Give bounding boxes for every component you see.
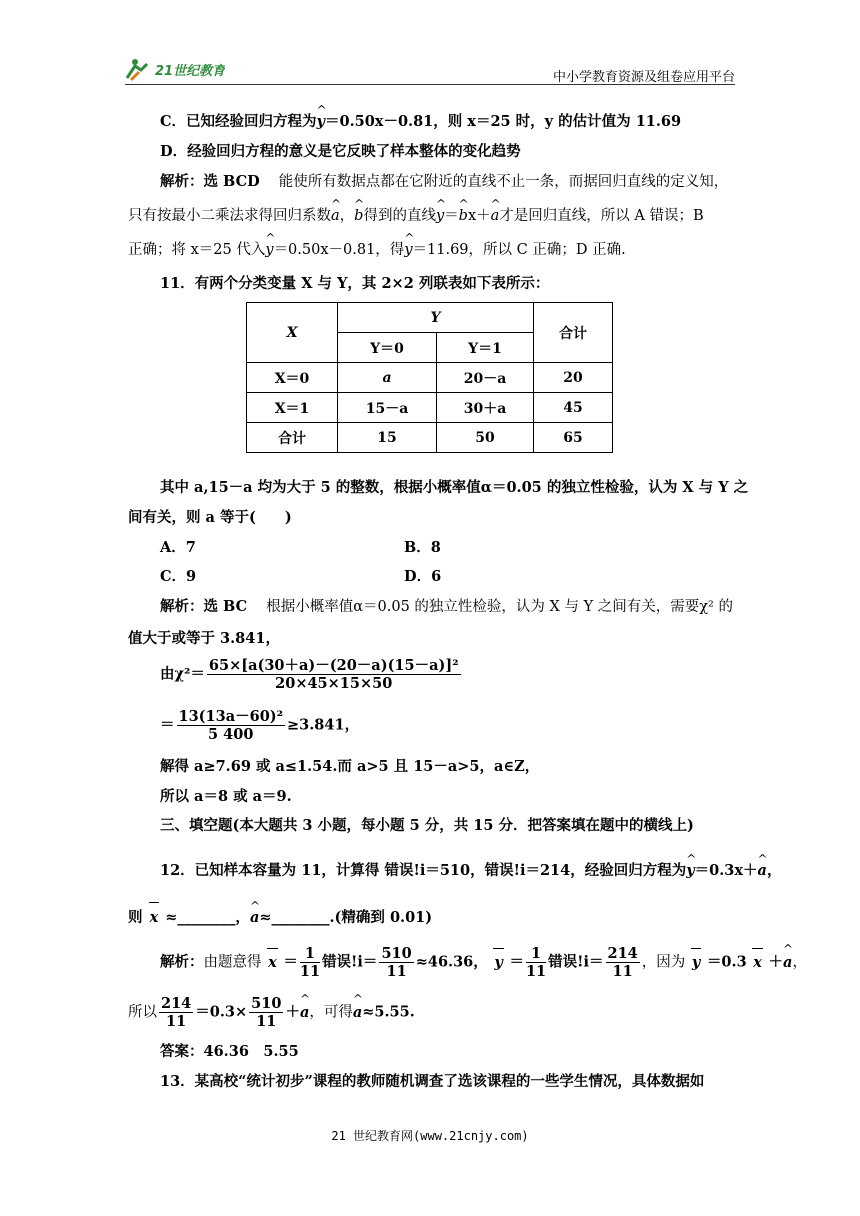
chi-square-formula: 由χ²＝ $\frac{\text{65×[a(30＋a)－(20－a)(15－a)]²}}{20\times 45\times 15\times 50}$ <box>160 657 459 692</box>
fraction-denominator: 11 <box>256 1013 277 1030</box>
fraction-numerator: 65×[a(30＋a)－(20－a)(15－a)]² <box>208 657 459 674</box>
fraction-denominator: 5 400 <box>208 726 254 743</box>
q12-solution-line2: 所以 $\frac{214}{11}$ ＝0.3× $\frac{510}{11}$ ＋^ a，可得^ a≈5.55. <box>128 995 415 1030</box>
table-header-y0: Y＝0 <box>338 333 437 363</box>
fraction-numerator: 510 <box>381 945 412 962</box>
header-divider <box>125 84 735 85</box>
q11-solution-line1: 解析：选 BC 根据小概率值α＝0.05 的独立性检验，认为 X 与 Y 之间有关，需要χ² 的 <box>160 598 733 615</box>
q12-answer: 答案：46.36 5.55 <box>160 1043 299 1060</box>
q12-solution-line1: 解析：由题意得 x ＝ $\frac{1}{11}$ 错误!i＝ $\frac{510}{11}$ ≈46.36， y ＝ $\frac{1}{11}$ 错误!i＝ $\frac{214}{11}$ ，因为 y ＝0.3 x ＋^ a， <box>160 945 807 980</box>
q12-blanks: 则 x ≈________，^ a≈________.(精确到 0.01) <box>128 908 432 928</box>
fraction-denominator: 11 <box>612 963 633 980</box>
fraction-numerator: 214 <box>607 945 638 962</box>
q10-option-d: D．经验回归方程的意义是它反映了样本整体的变化趋势 <box>160 143 521 160</box>
table-header-total: 合计 <box>534 303 613 363</box>
table-header-y: Y <box>338 303 534 333</box>
table-cell: 65 <box>534 423 613 453</box>
table-cell: 30＋a <box>437 393 534 423</box>
table-cell: a <box>338 363 437 393</box>
platform-title: 中小学教育资源及组卷应用平台 <box>552 70 735 85</box>
chi-square-simplified: ＝ $\frac{\text{13(13a－60)²}}{5 400}$ ≥3.841， <box>160 708 360 743</box>
table-cell: 15－a <box>338 393 437 423</box>
contingency-table <box>246 302 613 453</box>
fraction-denominator: 20×45×15×50 <box>275 675 393 692</box>
table-cell: 50 <box>437 423 534 453</box>
fraction-numerator: 214 <box>161 995 192 1012</box>
fraction-denominator: 11 <box>299 963 321 980</box>
q11-solution-line5: 解得 a≥7.69 或 a≤1.54.而 a>5 且 15－a>5，a∈Z， <box>160 758 540 775</box>
page-header <box>125 56 735 86</box>
q10-solution-line2: 只有按最小二乘法求得回归系数^ a，^ b得到的直线^ y＝^ bx＋^ a才是回归直线，所以 A 错误；B <box>128 206 704 226</box>
fraction-numerator: 1 <box>300 945 320 963</box>
q12-stem: 12．已知样本容量为 11，计算得 错误!i＝510，错误!i＝214，经验回归方程为^ y＝0.3x＋^ a， <box>160 861 781 881</box>
q13-stem: 13．某高校“统计初步”课程的教师随机调查了选该课程的一些学生情况，具体数据如 <box>160 1073 705 1090</box>
table-header-x: X <box>247 303 338 363</box>
site-logo <box>125 56 225 82</box>
table-cell: X＝0 <box>247 363 338 393</box>
table-row <box>247 423 613 453</box>
table-row <box>247 393 613 423</box>
q10-option-c: C．已知经验回归方程为^ y＝0.50x－0.81，则 x＝25 时，y 的估计值为 11.69 <box>160 112 681 132</box>
table-cell: 20－a <box>437 363 534 393</box>
q11-condition-line1: 其中 a,15－a 均为大于 5 的整数，根据小概率值α＝0.05 的独立性检验，认为 X 与 Y 之 <box>160 479 749 496</box>
section-title: 三、填空题(本大题共 3 小题，每小题 5 分，共 15 分．把答案填在题中的横线上) <box>160 817 694 834</box>
table-row <box>247 363 613 393</box>
q10-solution-line1: 解析：选 BCD 能使所有数据点都在它附近的直线不止一条，而据回归直线的定义知， <box>160 173 729 190</box>
table-header-y1: Y＝1 <box>437 333 534 363</box>
q11-option-d: D．6 <box>404 568 442 585</box>
q11-stem: 11．有两个分类变量 X 与 Y，其 2×2 列联表如下表所示： <box>160 275 550 292</box>
svg-text:21世纪教育: 21世纪教育 <box>155 64 225 79</box>
page-footer: 21 世纪教育网(www.21cnjy.com) <box>331 1129 529 1143</box>
table-cell: 15 <box>338 423 437 453</box>
fraction-numerator: 1 <box>526 945 546 963</box>
q11-option-a: A．7 <box>160 539 196 556</box>
q11-option-b: B．8 <box>404 539 441 556</box>
q11-solution-line2: 值大于或等于 3.841， <box>128 630 280 647</box>
fraction-denominator: 11 <box>525 963 547 980</box>
q11-option-c: C．9 <box>160 568 197 585</box>
q10-solution-line3: 正确；将 x＝25 代入^ y＝0.50x－0.81，得^ y＝11.69，所以 C 正确；D 正确. <box>128 240 626 260</box>
fraction-denominator: 11 <box>166 1013 187 1030</box>
table-cell: 合计 <box>247 423 338 453</box>
fraction-denominator: 11 <box>386 963 407 980</box>
q11-solution-line6: 所以 a＝8 或 a＝9. <box>160 788 292 805</box>
q11-condition-line2: 间有关，则 a 等于( ) <box>128 509 292 526</box>
table-cell: 45 <box>534 393 613 423</box>
fraction-numerator: 510 <box>251 995 282 1012</box>
table-cell: X＝1 <box>247 393 338 423</box>
fraction-numerator: 13(13a－60)² <box>178 708 284 725</box>
table-cell: 20 <box>534 363 613 393</box>
